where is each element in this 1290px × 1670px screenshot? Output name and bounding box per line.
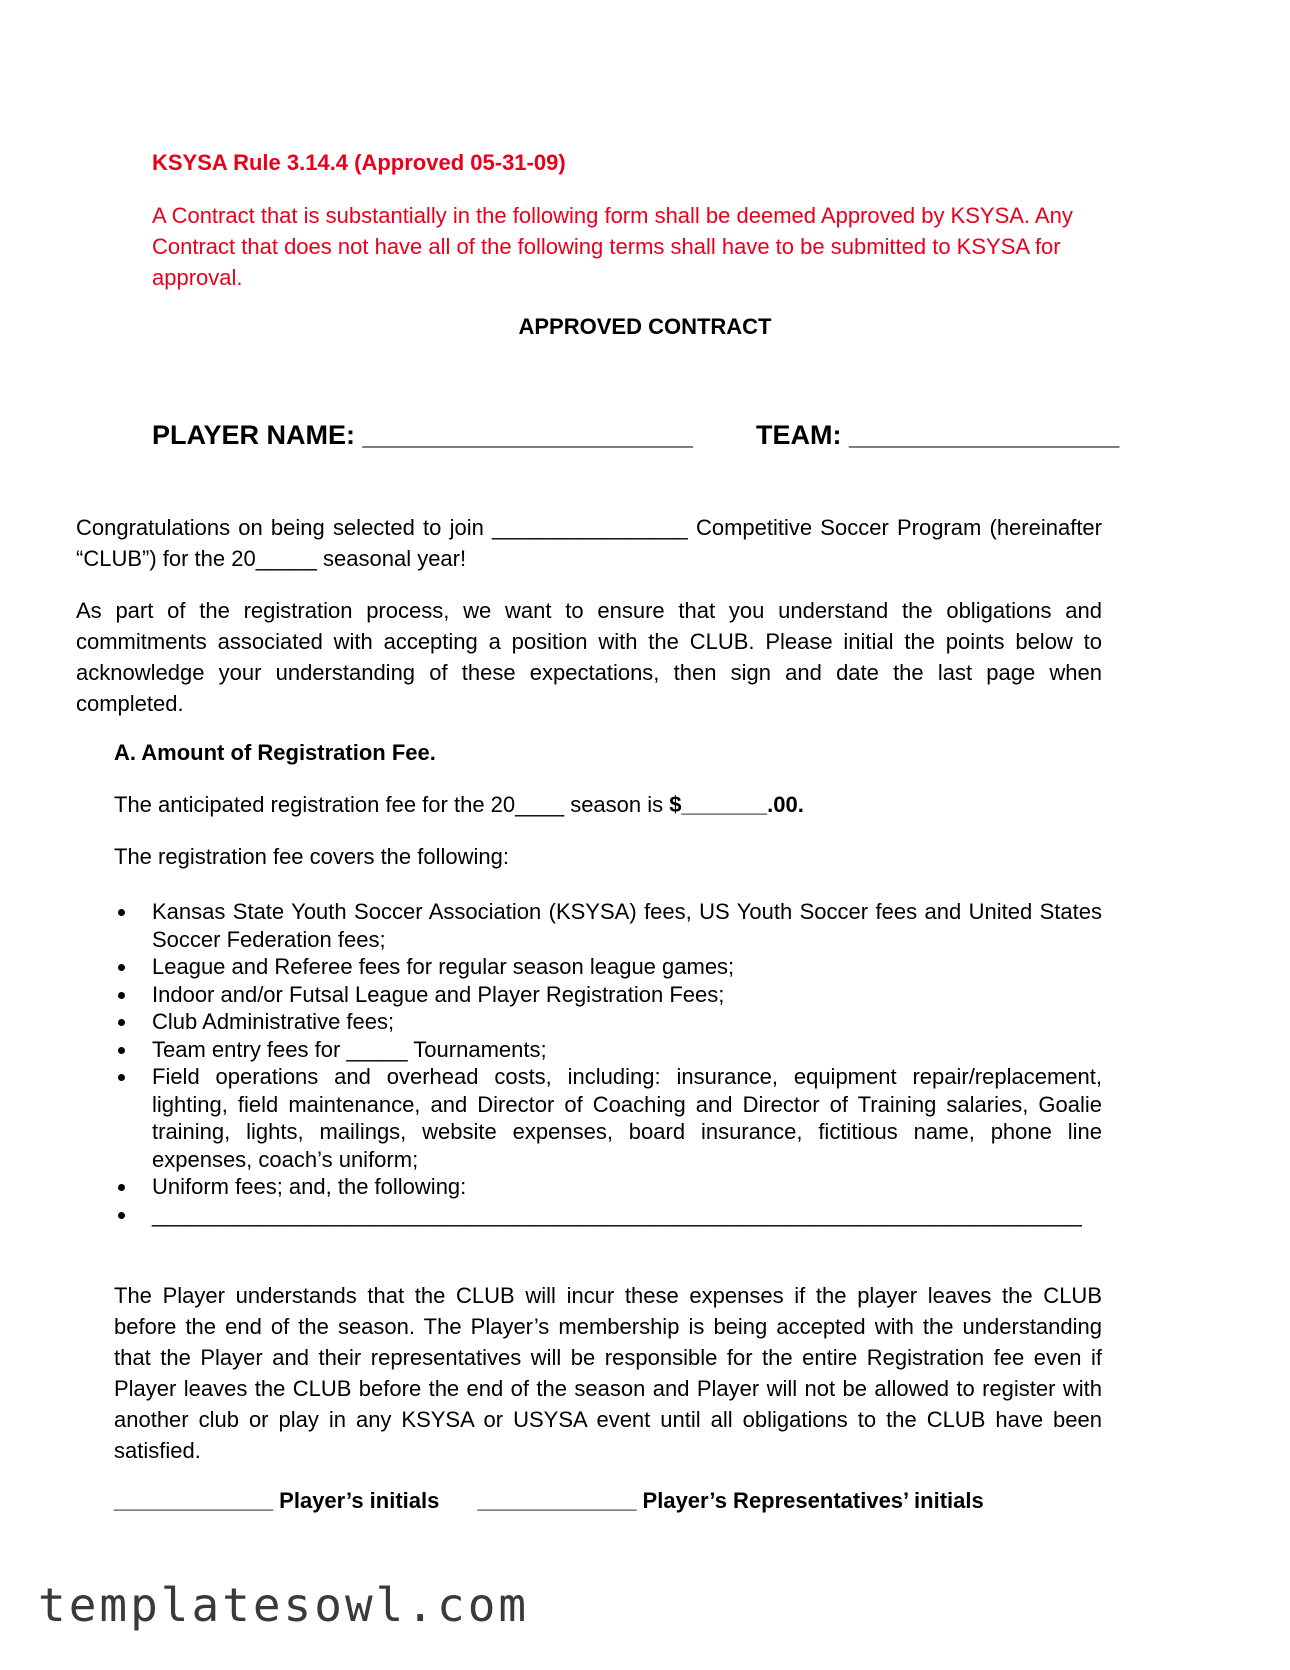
registration-paragraph: As part of the registration process, we want to ensure that you understand the obligations and commitments associated with accepting a position with the CLUB. Please initial the points below to acknowledge your understanding of these expectations, then sign and date the last page when completed. xyxy=(76,598,1102,716)
initials-row xyxy=(114,1488,984,1514)
fee-line xyxy=(114,792,804,818)
understanding-paragraph: The Player understands that the CLUB will incur these expenses if the player leaves the CLUB before the end of the season. The Player’s membership is being accepted with the understanding that the Player and their representatives will be responsible for the entire Registration fee even if Player leaves the CLUB before the end of the season and Player will not be allowed to register with another club or play in any KSYSA or USYSA event until all obligations to the CLUB have been satisfied. xyxy=(114,1283,1102,1463)
list-item: Uniform fees; and, the following: xyxy=(114,1173,1102,1201)
covers-line: The registration fee covers the following: xyxy=(114,844,509,869)
list-item: Team entry fees for _____ Tournaments; xyxy=(114,1036,1102,1064)
fee-items-list xyxy=(114,898,1102,1228)
list-item: League and Referee fees for regular season league games; xyxy=(114,953,1102,981)
list-item: Field operations and overhead costs, including: insurance, equipment repair/replacement, lighting, field maintenance, and Director of Coaching and Director of Training salaries, Goalie training, lights, mailings, website expenses, board insurance, fictitious name, phone line expenses, coach’s uniform; xyxy=(114,1063,1102,1173)
fee-amount[interactable]: $_______.00. xyxy=(669,792,804,817)
list-item[interactable]: ____________________________________________________________________________ xyxy=(114,1201,1102,1229)
list-item: Indoor and/or Futsal League and Player Registration Fees; xyxy=(114,981,1102,1009)
congrats-paragraph: Congratulations on being selected to join ________________ Competitive Soccer Program (hereinafter “CLUB”) for the 20_____ seasonal year! xyxy=(76,515,1102,571)
representatives-initials-field[interactable]: _____________ Player’s Representatives’ initials xyxy=(477,1488,984,1513)
contract-title: APPROVED CONTRACT xyxy=(518,314,772,339)
section-a-heading: A. Amount of Registration Fee. xyxy=(114,740,436,765)
player-name-field[interactable]: PLAYER NAME: ______________________ xyxy=(152,420,693,450)
team-field[interactable]: TEAM: __________________ xyxy=(756,420,1120,450)
watermark: templatesowl.com xyxy=(38,1578,530,1632)
rule-title: KSYSA Rule 3.14.4 (Approved 05-31-09) xyxy=(152,150,566,175)
players-initials-field[interactable]: _____________ Player’s initials xyxy=(114,1488,440,1513)
intro-paragraph: A Contract that is substantially in the following form shall be deemed Approved by KSYSA. Any Contract that does not have all of the following terms shall have to be submitted to KSYSA for approval. xyxy=(152,203,1073,290)
list-item: Club Administrative fees; xyxy=(114,1008,1102,1036)
list-item: Kansas State Youth Soccer Association (KSYSA) fees, US Youth Soccer fees and United States Soccer Federation fees; xyxy=(114,898,1102,953)
fee-text: The anticipated registration fee for the 20____ season is xyxy=(114,792,670,817)
